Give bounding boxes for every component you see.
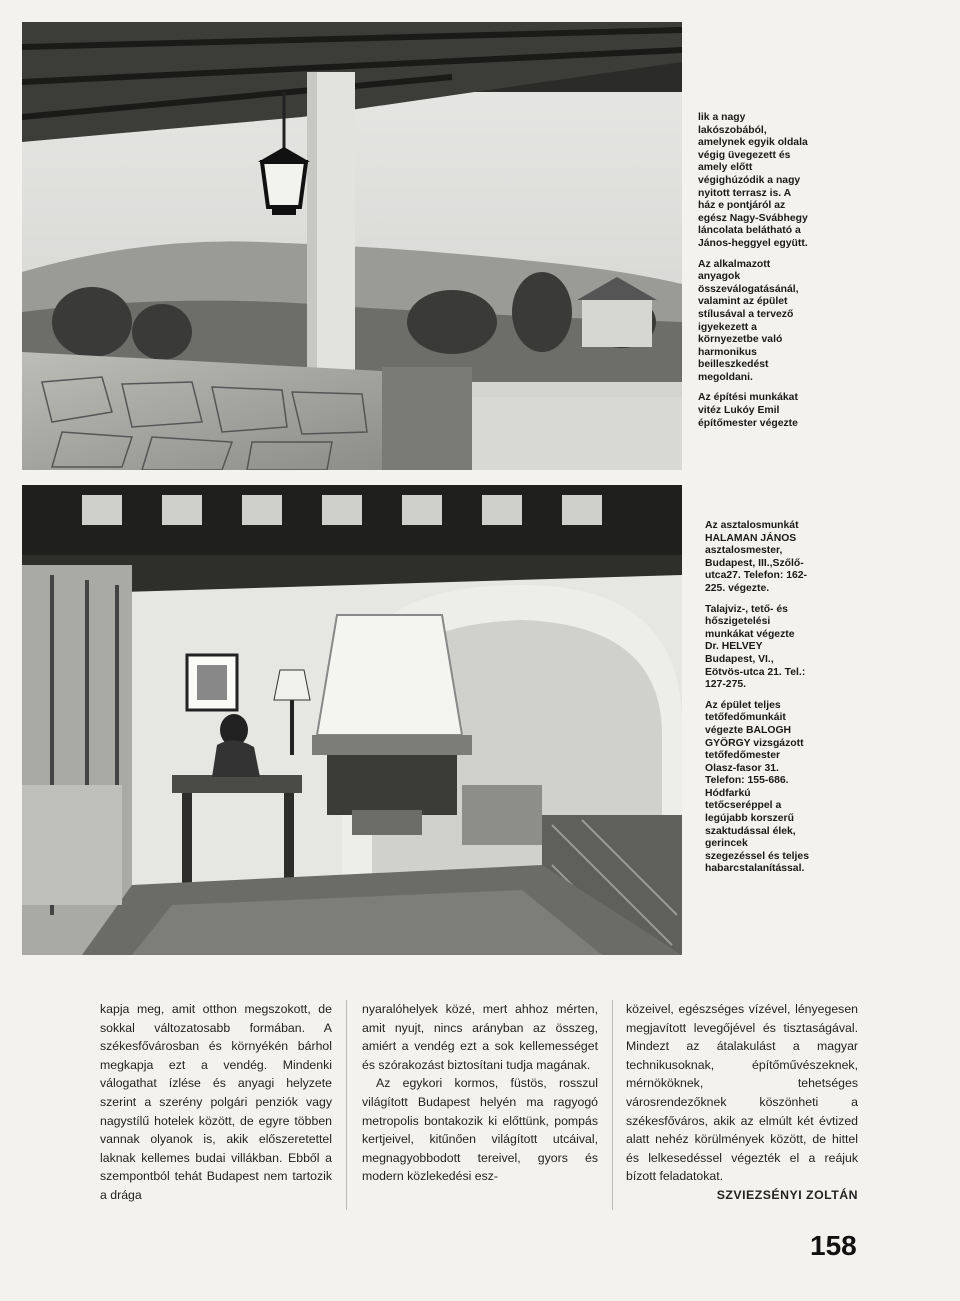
caption-middle-paragraph: Az asztalosmunkát HALAMAN JÁNOS asztalosmester, Budapest, III.,Szőlő-utca27. Telefon: 162-225. végezte.: [705, 520, 808, 594]
page-number: 158: [810, 1230, 857, 1261]
caption-middle-paragraph: Talajviz-, tető- és hőszigetelési munkákat végezte Dr. HELVEY Budapest, VI., Eötvös-utca 21. Tel.: 127-275.: [705, 603, 806, 691]
text-column-3: [626, 1000, 858, 1205]
column-paragraph: Az egykori kormos, füstös, rosszul világított Budapest helyén ma ragyogó metropolis bontakozik ki előttünk, pompás kertjeivel, kitűnően világított utcáival, megnagyobbodott tereivel, gyors és modern közlekedési esz-: [362, 1076, 598, 1184]
column-paragraph: nyaralóhelyek közé, mert ahhoz mérten, amit nyujt, nincs arányban az összeg, amiért a vendég ezt a sok kellemességet és szórakozást biztosítani tudja magának.: [362, 1002, 598, 1072]
caption-middle: [705, 520, 810, 884]
column-paragraph: közeivel, egészséges vízével, lényegesen megjavított levegőjével és tisztaságával. Mindezt az átalakulást a magyar technikusoknak, építőművészeknek, mérnököknek, tehetséges városrendezőknek köszönheti a székesfőváros, akik az elmúlt két évtized alatt nehéz körülmények között, de hittel és lelkesedéssel végezték el a reájuk bízott feladatokat.: [626, 1002, 858, 1184]
caption-top: [698, 112, 808, 438]
text-column-2: [362, 1000, 598, 1186]
column-divider: [346, 1000, 347, 1210]
caption-top-paragraph: lik a nagy lakószobából, amelynek egyik oldala végig üvegezett és amely előtt végighúzódik a nagy nyitott terrasz is. A ház e pontjáról az egész Nagy-Svábhegy láncolata belátható a János-heggyel együtt.: [698, 112, 808, 249]
column-paragraph: kapja meg, amit otthon megszokott, de sokkal változatosabb formában. A székesfővárosban és környékén bárhol megkapja ezt a vendég. Mindenki válogathat ízlése és anyagi helyzete szerint a szerény polgári penziók vagy nagystílű hotelek között, de egyre többen vannak olyanok is, akik előszeretettel laknak kellemes budai villákban. Ebből a szempontból tehát Budapest nem tartozik a drága: [100, 1002, 332, 1202]
text-column-1: [100, 1000, 332, 1205]
caption-top-paragraph: Az alkalmazott anyagok összeválogatásánál, valamint az épület stílusával a tervező igyekezett a környezetbe való harmonikus beilleszkedést megoldani.: [698, 258, 799, 383]
terrace-photo: [22, 22, 682, 470]
author-signature: SZVIEZSÉNYI ZOLTÁN: [716, 1187, 858, 1202]
column-divider: [612, 1000, 613, 1210]
caption-middle-paragraph: Az épület teljes tetőfedőmunkáit végezte BALOGH GYÖRGY vizsgázott tetőfedőmester Olasz-fasor 31. Telefon: 155-686. Hódfarkú tetőcseréppel a legújabb korszerű szaktudással élek, gerincek szegezéssel és teljes habarcstalanítással.: [705, 699, 809, 875]
living-room-photo: [22, 485, 682, 955]
caption-top-paragraph: Az építési munkákat vitéz Lukóy Emil építőmester végezte: [698, 392, 798, 429]
